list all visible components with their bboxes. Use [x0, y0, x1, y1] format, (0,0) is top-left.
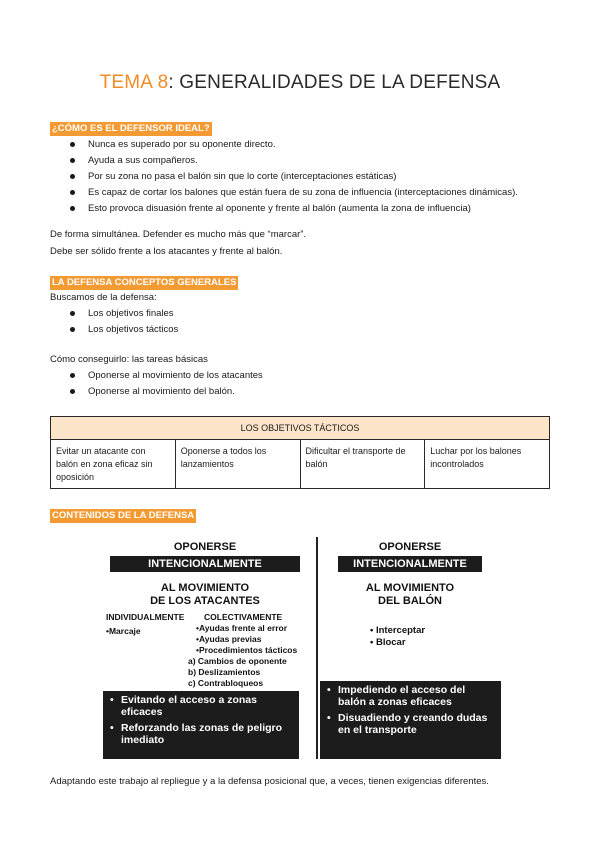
diagram-marcaje: •Marcaje	[106, 626, 141, 636]
list-item: Los objetivos tácticos	[70, 324, 178, 340]
diagram-colectiva: COLECTIVAMENTE	[204, 612, 283, 622]
list-item: Por su zona no pasa el balón sin que lo corte (interceptaciones estáticas)	[70, 171, 518, 187]
diagram-right-line1: AL MOVIMIENTO	[365, 582, 455, 594]
paragraph: Buscamos de la defensa:	[50, 292, 157, 303]
tareas-list	[70, 370, 263, 402]
list-item: Es capaz de cortar los balones que están fuera de su zona de influencia (interceptaciones dinámicas).	[70, 187, 518, 203]
table-cell: Luchar por los balones incontrolados	[430, 446, 522, 469]
section-heading-conceptos-generales: LA DEFENSA CONCEPTOS GENERALES	[52, 277, 237, 288]
list-item: Nunca es superado por su oponente directo.	[70, 139, 518, 155]
diagram-colectiva-item: a) Cambios de oponente	[188, 656, 287, 666]
title-prefix: TEMA 8	[99, 72, 169, 93]
diagram-right-top: OPONERSE	[378, 541, 442, 553]
paragraph: De forma simultánea. Defender es mucho más que “marcar”.	[50, 229, 307, 240]
diagram-left-box	[103, 691, 299, 759]
table-cell: Oponerse a todos los lanzamientos	[176, 440, 301, 488]
list-item: Esto provoca disuasión frente al oponente y frente al balón (aumenta la zona de influencia)	[70, 203, 518, 219]
paragraph: Debe ser sólido frente a los atacantes y frente al balón.	[50, 246, 283, 257]
diagram-right-box	[320, 681, 501, 759]
diagram-left-bar: INTENCIONALMENTE	[110, 556, 300, 572]
diagram-divider	[316, 537, 318, 759]
diagram-left-line1: AL MOVIMIENTO	[160, 582, 250, 594]
table-cell: Dificultar el transporte de balón	[301, 440, 426, 488]
list-item: Los objetivos finales	[70, 308, 178, 324]
diagram-right-line2: DEL BALÓN	[378, 595, 442, 607]
table-row	[51, 440, 549, 488]
diagram-colectiva-item: •Ayudas previas	[196, 634, 262, 644]
list-item: Oponerse al movimiento de los atacantes	[70, 370, 263, 386]
section-heading-contenidos: CONTENIDOS DE LA DEFENSA	[52, 510, 195, 521]
diagram-left-top: OPONERSE	[173, 541, 237, 553]
diagram-right-item: • Blocar	[370, 637, 406, 648]
list-item: Oponerse al movimiento del balón.	[70, 386, 263, 402]
diagram-box-item: • Evitando el acceso a zonas eficaces	[109, 694, 293, 718]
diagram-colectiva-item: •Ayudas frente al error	[196, 623, 287, 633]
section-heading-defensor-ideal: ¿CÓMO ES EL DEFENSOR IDEAL?	[52, 123, 210, 134]
defensor-ideal-list	[70, 139, 518, 219]
diagram-colectiva-item: •Procedimientos tácticos	[196, 645, 298, 655]
list-item: Ayuda a sus compañeros.	[70, 155, 518, 171]
table-header: LOS OBJETIVOS TÁCTICOS	[51, 417, 549, 440]
diagram-box-item: • Reforzando las zonas de peligro imediato	[109, 722, 293, 746]
objetivos-tacticos-table	[50, 416, 550, 489]
paragraph: Cómo conseguirlo: las tareas básicas	[50, 354, 208, 365]
diagram-box-item: • Disuadiendo y creando dudas en el transporte	[326, 712, 495, 736]
title-rest: : GENERALIDADES DE LA DEFENSA	[168, 72, 501, 93]
page-title	[0, 72, 600, 94]
table-cell: Evitar un atacante con balón en zona eficaz sin oposición	[51, 440, 176, 488]
diagram-right-bar: INTENCIONALMENTE	[338, 556, 482, 572]
diagram-colectiva-item: b) Deslizamientos	[188, 667, 261, 677]
diagram-box-item: • Impediendo el acceso del balón a zonas eficaces	[326, 684, 495, 708]
diagram-colectiva-item: c) Contrabloqueos	[188, 678, 264, 688]
diagram-left-line2: DE LOS ATACANTES	[150, 595, 260, 607]
diagram-right-item: • Interceptar	[370, 625, 426, 636]
objetivos-list	[70, 308, 178, 340]
footer-note: Adaptando este trabajo al repliegue y a la defensa posicional que, a veces, tienen exigencias diferentes.	[50, 776, 489, 787]
diagram-individual: INDIVIDUALMENTE	[106, 612, 185, 622]
